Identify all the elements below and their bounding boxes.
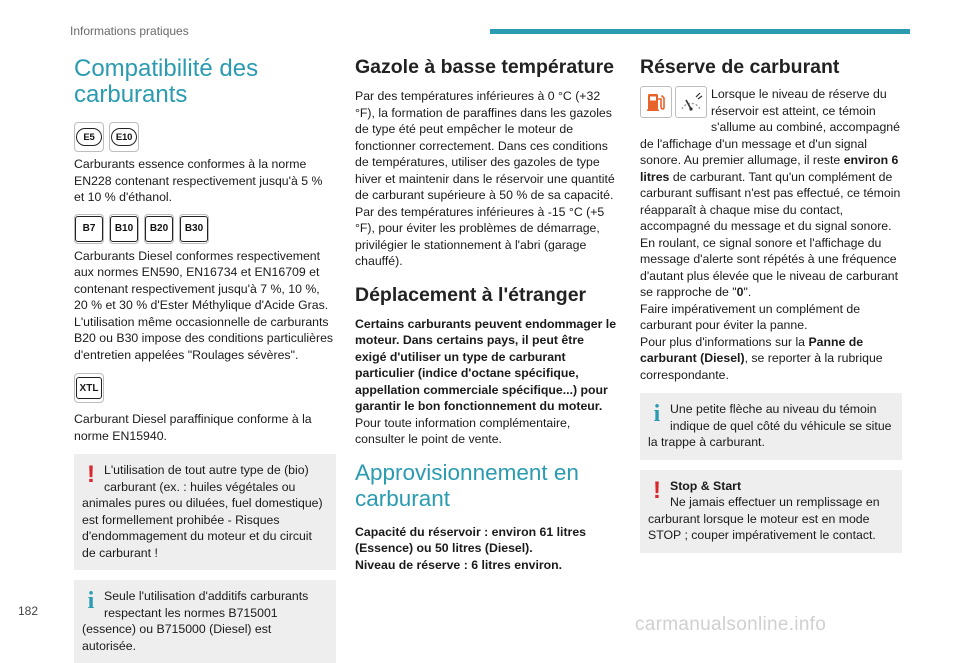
fuel-pump-icon bbox=[644, 90, 668, 114]
info-callout-fuel-flap bbox=[640, 393, 902, 460]
fuel-gauge-icon bbox=[678, 89, 704, 115]
reserve-text-b-bold: 0 bbox=[736, 285, 744, 299]
b20-badge: B20 bbox=[145, 216, 173, 242]
header-accent-bar bbox=[490, 29, 910, 34]
reserve-level-text: Niveau de réserve : 6 litres environ. bbox=[355, 557, 563, 572]
fuel-gauge-icon-tile bbox=[675, 86, 707, 118]
e5-badge: E5 bbox=[76, 128, 102, 146]
section-title-refuelling: Approvisionnement en carburant bbox=[355, 459, 579, 511]
warning-text: L'utilisation de tout autre type de (bio) carburant (ex. : huiles végétales ou animales pures ou diluées, fuel domestique) est formellement prohibée - Risques d'endommagement du moteur et du circuit de carburant ! bbox=[82, 463, 323, 560]
xtl-badge: XTL bbox=[76, 377, 102, 399]
badge-tile-e5 bbox=[74, 122, 104, 152]
info-icon: i bbox=[87, 588, 95, 614]
b10-badge: B10 bbox=[110, 216, 138, 242]
watermark: carmanualsonline.info bbox=[635, 614, 827, 635]
section-title-compatibility: Compatibilité des carburants bbox=[74, 55, 259, 108]
badge-tile-xtl bbox=[74, 373, 104, 403]
column-diesel-travel bbox=[355, 56, 617, 573]
warning-callout-fuel-types bbox=[74, 454, 336, 570]
xtl-description: Carburant Diesel paraffinique conforme à la norme EN15940. bbox=[74, 412, 312, 443]
info-icon: i bbox=[653, 401, 661, 427]
e10-badge: E10 bbox=[111, 128, 137, 146]
section-title-low-temp: Gazole à basse température bbox=[355, 56, 615, 78]
stop-start-text: Ne jamais effectuer un remplissage en carburant lorsque le moteur est en mode STOP ; couper impérativement le contact. bbox=[648, 495, 880, 542]
abroad-info-text: Pour toute information complémentaire, consulter le point de vente. bbox=[355, 415, 571, 446]
reserve-text-e-bold: Panne de carburant (Diesel) bbox=[640, 334, 864, 365]
reserve-text-e: Pour plus d'informations sur la bbox=[640, 334, 809, 349]
warning-icon: ! bbox=[653, 476, 661, 504]
reserve-text-b: de carburant. Tant qu'un complément de carburant suffisant n'est pas effectué, ce témoin réapparaît à chaque mise du contact, accompagné du message et du signal sonore. En roulant, ce signal sonore et l'affichage du message d'alerte sont répétés à une fréquence d'autant plus élevée que le niveau de carburant se rapproche de " bbox=[640, 169, 901, 299]
reserve-more-info bbox=[640, 334, 902, 384]
reserve-icons bbox=[640, 86, 707, 118]
badge-row-petrol bbox=[74, 122, 336, 152]
reserve-text-a: Lorsque le niveau de réserve du réservoir est atteint, ce témoin s'allume au combiné, accompagné de l'affichage d'un message et d'un signal sonore. Au premier allumage, il reste bbox=[640, 87, 900, 167]
b7-badge: B7 bbox=[75, 216, 103, 242]
reserve-text-c: ". bbox=[743, 285, 752, 299]
section-title-reserve: Réserve de carburant bbox=[640, 56, 840, 78]
column-fuel-reserve bbox=[640, 56, 902, 553]
page-number: 182 bbox=[18, 604, 39, 618]
badge-tile-e10 bbox=[109, 122, 139, 152]
column-fuel-compatibility bbox=[74, 56, 336, 663]
info-callout-additives bbox=[74, 580, 336, 663]
badge-tile-b30 bbox=[179, 214, 209, 244]
reserve-refill-text: Faire impérativement un complément de carburant pour éviter la panne. bbox=[640, 301, 861, 332]
reserve-text-a-bold: environ 6 litres bbox=[640, 153, 899, 184]
header-section-title: Informations pratiques bbox=[70, 24, 189, 38]
badge-tile-b10 bbox=[109, 214, 139, 244]
b30-badge: B30 bbox=[180, 216, 208, 242]
section-title-abroad: Déplacement à l'étranger bbox=[355, 283, 587, 306]
info-text: Seule l'utilisation d'additifs carburants respectant les normes B715001 (essence) ou B715000 (Diesel) est autorisée. bbox=[82, 589, 309, 653]
petrol-description: Carburants essence conformes à la norme EN228 contenant respectivement jusqu'à 5 % et 10 % d'éthanol. bbox=[74, 157, 323, 204]
warning-callout-stop-start bbox=[640, 470, 902, 553]
stop-start-title: Stop & Start bbox=[670, 478, 742, 493]
low-temp-text: Par des températures inférieures à 0 °C (+32 °F), la formation de paraffines dans les gazoles de type été peut empêcher le moteur de fonctionner correctement. Dans ces conditions de températures, utiliser des gazoles de type hiver et maintenir dans le réservoir une quantité de carburant supérieure à 50 % de sa capacité. Par des températures inférieures à -15 °C (+5 °F), pour éviter les problèmes de démarrage, privilégier le stationnement à l'abri (garage chauffé). bbox=[355, 89, 615, 268]
warning-icon: ! bbox=[87, 461, 95, 488]
reserve-text-f: , se reporter à la rubrique correspondante. bbox=[640, 351, 883, 382]
diesel-description: Carburants Diesel conformes respectivement aux normes EN590, EN16734 et EN16709 et contenant respectivement jusqu'à 7 %, 10 %, 20 % et 30 % d'Ester Méthylique d'Acide Gras. L'utilisation même occasionnelle de carburants B20 ou B30 impose des conditions particulières d'entretien appelées "Roulages sévères". bbox=[74, 248, 334, 362]
reserve-description bbox=[640, 86, 902, 301]
abroad-warning-text: Certains carburants peuvent endommager le moteur. Dans certains pays, il peut être exigé d'utiliser un type de carburant particulier (indice d'octane spécifique, appellation commerciale spécifique...) pour garantir le bon fonctionnement du moteur. bbox=[355, 316, 617, 413]
fuel-flap-info-text: Une petite flèche au niveau du témoin indique de quel côté du véhicule se situe la trappe à carburant. bbox=[648, 402, 892, 449]
badge-row-diesel bbox=[74, 214, 336, 244]
fuel-pump-icon-tile bbox=[640, 86, 672, 118]
badge-tile-b20 bbox=[144, 214, 174, 244]
badge-tile-b7 bbox=[74, 214, 104, 244]
tank-capacity-text: Capacité du réservoir : environ 61 litres (Essence) ou 50 litres (Diesel). bbox=[355, 524, 586, 555]
badge-row-xtl bbox=[74, 373, 336, 403]
